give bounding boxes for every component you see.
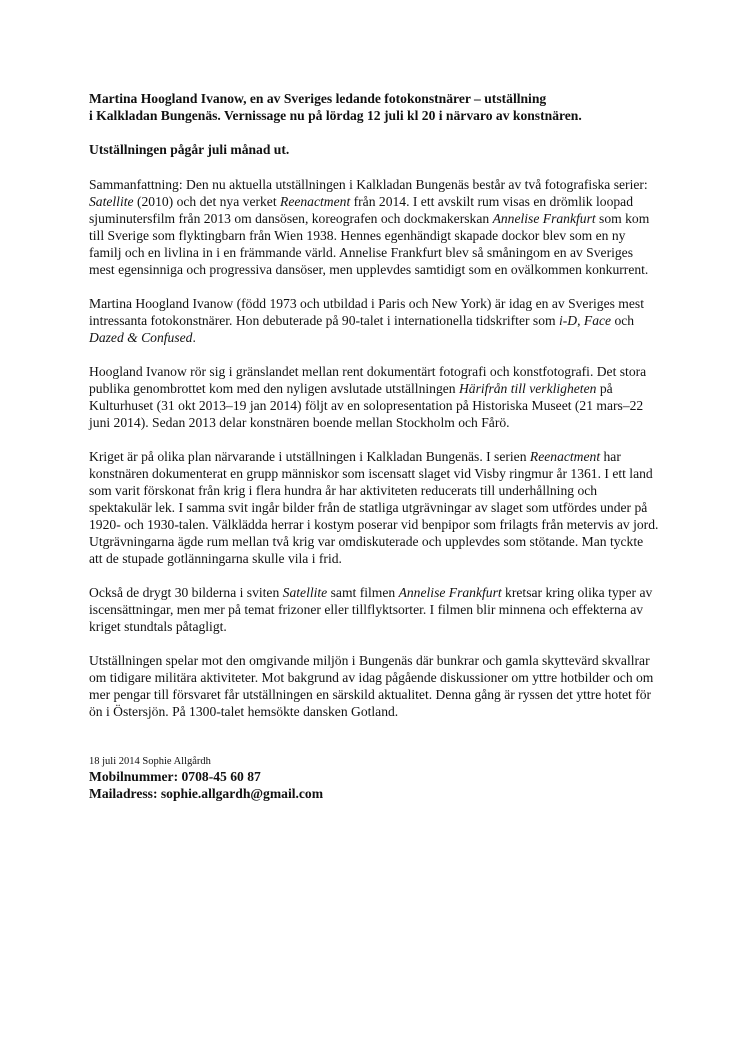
contact-footer [89, 755, 659, 802]
magazine-title: Face [583, 313, 612, 328]
artwork-title: Reenactment [529, 449, 601, 464]
artwork-title: Satellite [282, 585, 328, 600]
text: från 2014. I ett avskilt rum visas en drömlik loopad sjuminutersfilm från 2013 om dansösen, koreografen och dockmakerskan [89, 194, 633, 226]
text: Också de drygt 30 bilderna i sviten [89, 585, 283, 600]
text: Sammanfattning: Den nu aktuella utställningen i Kalkladan Bungenäs består av två fotografiska serier: [89, 177, 648, 192]
exhibition-duration: Utställningen pågår juli månad ut. [89, 142, 290, 157]
document-heading [89, 90, 659, 124]
exhibition-title: Härifrån till verkligheten [458, 381, 597, 396]
document-page [89, 90, 659, 802]
heading-line-2: i Kalkladan Bungenäs. Vernissage nu på lördag 12 juli kl 20 i närvaro av konstnären. [89, 108, 582, 123]
text: , [577, 313, 584, 328]
text: Utställningen spelar mot den omgivande miljön i Bungenäs där bunkrar och gamla skyttevärd skvallrar om tidigare militära aktiviteter. Mot bakgrund av idag pågående diskussioner om yttre hotbilder och om mer pengar till försvaret får utställningen en särskild aktualitet. Denna gång är ryssen det yttre hotet för ön i Östersjön. På 1300-talet hemsökte dansken Gotland. [89, 653, 654, 719]
magazine-title: Dazed & Confused [89, 330, 193, 345]
text: . [192, 330, 196, 345]
summary-paragraph [89, 176, 659, 278]
text: kretsar kring olika typer av iscensättningar, men mer på temat frizoner eller tillflyktsorter. I filmen blir minnena och effekterna av kriget stundtals påtagligt. [89, 585, 653, 634]
text: och [611, 313, 635, 328]
text: Kriget är på olika plan närvarande i utställningen i Kalkladan Bungenäs. I serien [89, 449, 530, 464]
context-paragraph [89, 652, 659, 720]
artist-bio-paragraph [89, 295, 659, 346]
date-author: 18 juli 2014 Sophie Allgårdh [89, 756, 211, 767]
war-theme-paragraph [89, 448, 659, 567]
artwork-title: Satellite [89, 194, 134, 209]
artwork-title: Annelise Frankfurt [398, 585, 502, 600]
text: har konstnären dokumenterat en grupp människor som iscensatt slaget vid Visby ringmur år 1361. I ett land som varit förskonat från krig i flera hundra år har aktiviteten reducerats till underhållning och spektakulär lek. I samma svit ingår bilder från de statliga utgrävningar av slaget som utfördes under på 1920- och 1930-talen. Välklädda herrar i kostym poserar vid benpipor som frilagts från metervis av jord. Utgrävningarna ägde rum mellan två krig var omdiskuterade och upplevdes som stötande. Man tyckte att de stupade gotlänningarna skulle vila i frid. [89, 449, 659, 566]
text: Hoogland Ivanow rör sig i gränslandet mellan rent dokumentärt fotografi och konstfotografi. Det stora publika genombrottet kom med den nyligen avslutade utställningen [89, 364, 647, 396]
artwork-title: Annelise Frankfurt [492, 211, 596, 226]
phone-number: Mobilnummer: 0708-45 60 87 [89, 769, 261, 784]
magazine-title: i-D [558, 313, 578, 328]
email-address: Mailadress: sophie.allgardh@gmail.com [89, 786, 324, 801]
text: som kom till Sverige som flyktingbarn från Wien 1938. Hennes egenhändigt skapade dockor blev som en ny familj och en livlina in i en främmande värld. Annelise Frankfurt blev så småningom en av Sveriges mest egensinniga och progressiva dansöser, men upplevdes samtidigt som en ovälkommen konkurrent. [89, 211, 650, 277]
text: Martina Hoogland Ivanow (född 1973 och utbildad i Paris och New York) är idag en av Sveriges mest intressanta fotokonstnärer. Hon debuterade på 90-talet i internationella tidskrifter som [89, 296, 644, 328]
text: samt filmen [327, 585, 399, 600]
text: (2010) och det nya verket [133, 194, 281, 209]
satellite-paragraph [89, 584, 659, 635]
heading-line-1: Martina Hoogland Ivanow, en av Sveriges ledande fotokonstnärer – utställning [89, 91, 547, 106]
text: på Kulturhuset (31 okt 2013–19 jan 2014) följt av en solopresentation på Historiska Museet (21 mars–22 juni 2014). Sedan 2013 delar konstnären boende mellan Stockholm och Fårö. [89, 381, 644, 430]
career-paragraph [89, 363, 659, 431]
artwork-title: Reenactment [280, 194, 351, 209]
